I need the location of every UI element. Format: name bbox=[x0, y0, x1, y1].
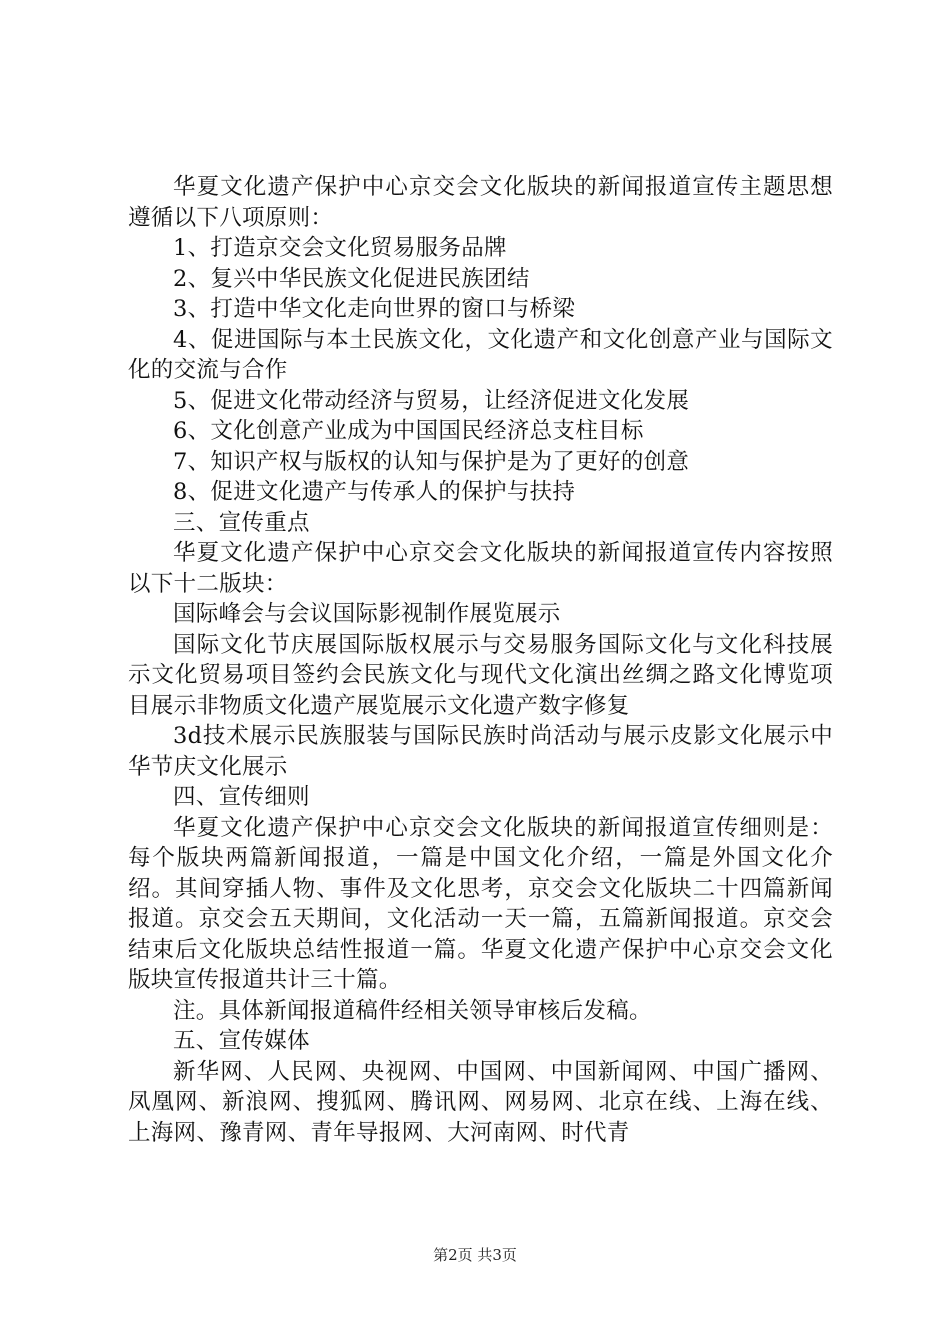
paragraph-intro-sections: 华夏文化遗产保护中心京交会文化版块的新闻报道宣传内容按照以下十二版块： bbox=[128, 540, 833, 597]
paragraph-sections-1: 国际峰会与会议国际影视制作展览展示 bbox=[173, 601, 561, 627]
principle-item-5: 5、促进文化带动经济与贸易，让经济促进文化发展 bbox=[173, 387, 690, 414]
section-heading-media: 五、宣传媒体 bbox=[173, 1028, 310, 1054]
principle-item-3: 3、打造中华文化走向世界的窗口与桥梁 bbox=[173, 296, 576, 322]
paragraph-intro-principles: 华夏文化遗产保护中心京交会文化版块的新闻报道宣传主题思想遵循以下八项原则： bbox=[128, 174, 833, 231]
principle-item-1: 1、打造京交会文化贸易服务品牌 bbox=[173, 235, 507, 261]
paragraph-sections-3: 3d技术展示民族服装与国际民族时尚活动与展示皮影文化展示中华节庆文化展示 bbox=[128, 723, 833, 780]
paragraph-media-list: 新华网、人民网、央视网、中国网、中国新闻网、中国广播网、凤凰网、新浪网、搜狐网、腾讯网、网易网、北京在线、上海在线、上海网、豫青网、青年导报网、大河南网、时代青 bbox=[128, 1058, 833, 1146]
page-footer: 第2页 共3页 bbox=[433, 1246, 517, 1264]
document-body bbox=[128, 172, 833, 1148]
principle-item-6: 6、文化创意产业成为中国国民经济总支柱目标 bbox=[173, 418, 644, 444]
principle-item-8: 8、促进文化遗产与传承人的保护与扶持 bbox=[173, 479, 576, 505]
section-heading-details: 四、宣传细则 bbox=[173, 784, 310, 810]
principle-item-2: 2、复兴中华民族文化促进民族团结 bbox=[173, 265, 530, 292]
principle-item-4: 4、促进国际与本土民族文化，文化遗产和文化创意产业与国际文化的交流与合作 bbox=[128, 326, 833, 383]
paragraph-note: 注。具体新闻报道稿件经相关领导审核后发稿。 bbox=[173, 997, 652, 1024]
principle-item-7: 7、知识产权与版权的认知与保护是为了更好的创意 bbox=[173, 448, 690, 475]
section-heading-focus: 三、宣传重点 bbox=[173, 509, 310, 536]
paragraph-sections-2: 国际文化节庆展国际版权展示与交易服务国际文化与文化科技展示文化贸易项目签约会民族文化与现代文化演出丝绸之路文化博览项目展示非物质文化遗产展览展示文化遗产数字修复 bbox=[128, 631, 833, 719]
paragraph-details: 华夏文化遗产保护中心京交会文化版块的新闻报道宣传细则是：每个版块两篇新闻报道，一篇是中国文化介绍，一篇是外国文化介绍。其间穿插人物、事件及文化思考，京交会文化版块二十四篇新闻报道。京交会五天期间，文化活动一天一篇，五篇新闻报道。京交会结束后文化版块总结性报道一篇。华夏文化遗产保护中心京交会文化版块宣传报道共计三十篇。 bbox=[128, 814, 833, 993]
